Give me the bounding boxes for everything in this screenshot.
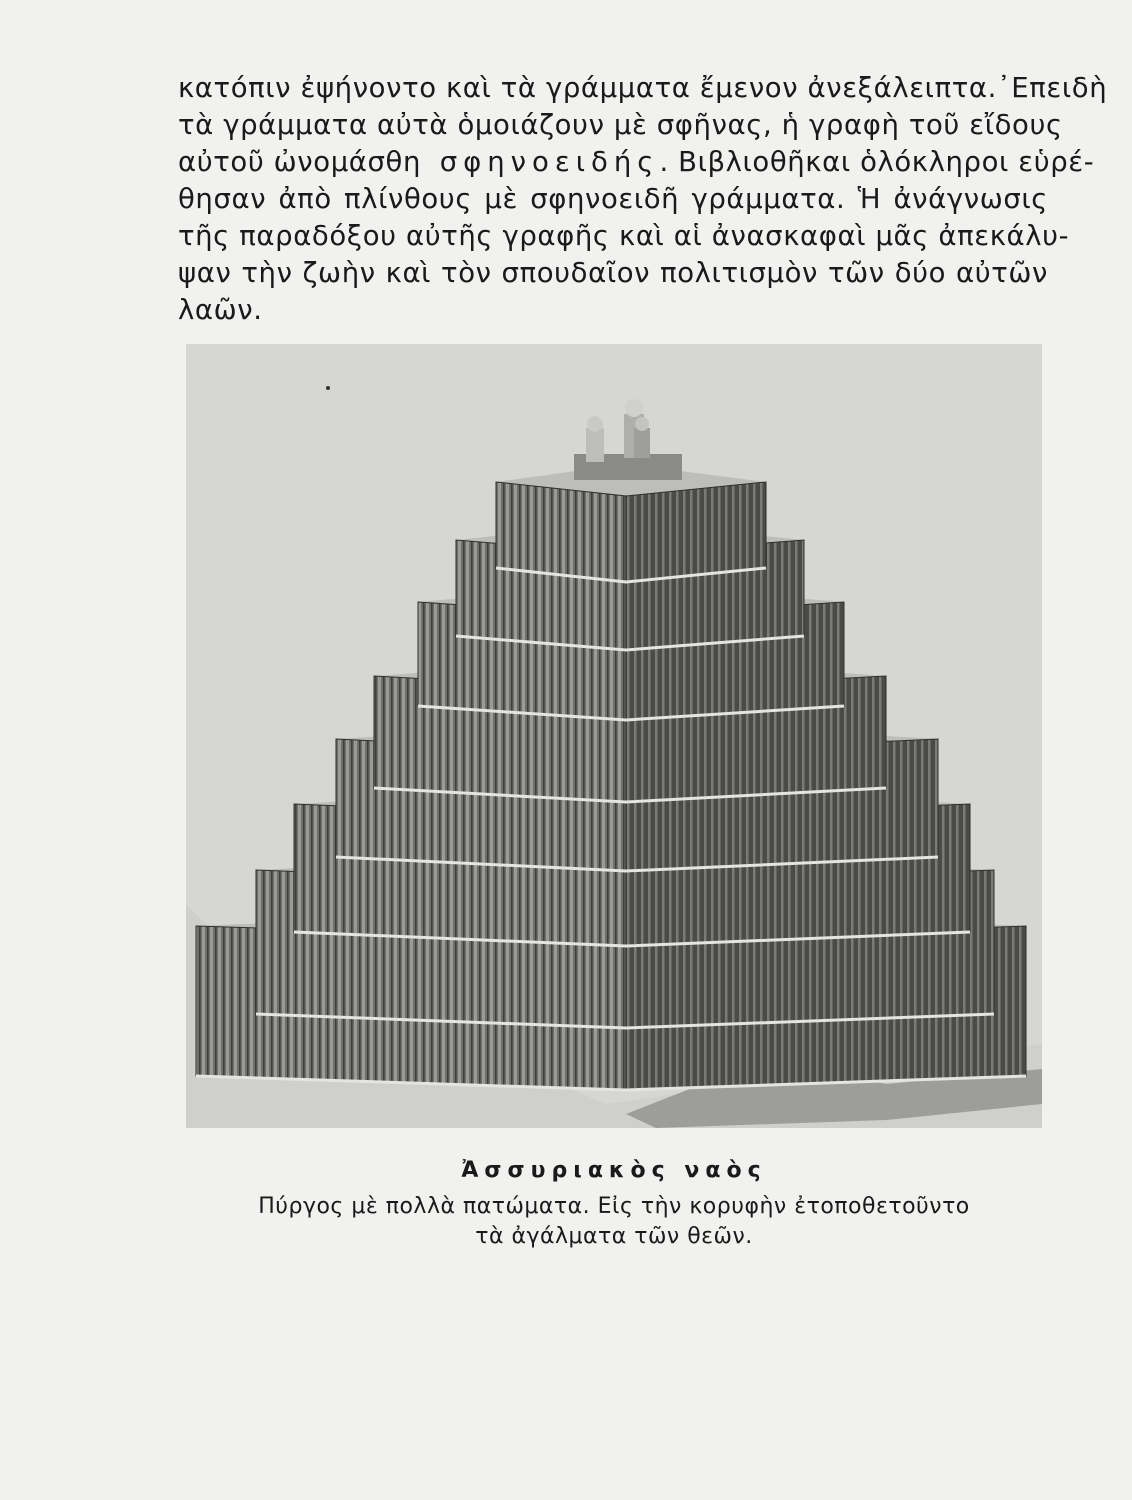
tower-tier bbox=[496, 464, 766, 582]
spaced-term: σφηνοειδής bbox=[439, 146, 660, 178]
paragraph-line: κατόπιν ἐψήνοντο καὶ τὰ γράμματα ἔμενον ἀνεξάλειπτα.᾿Επειδὴ bbox=[178, 72, 1108, 104]
paragraph-line: τῆς παραδόξου αὐτῆς γραφῆς καὶ αἱ ἀνασκαφαὶ μᾶς ἀπεκάλυ- bbox=[178, 220, 1070, 252]
body-paragraph bbox=[178, 70, 1108, 329]
caption-line: τὰ ἀγάλματα τῶν θεῶν. bbox=[475, 1224, 753, 1249]
paragraph-fragment: αὐτοῦ ὠνομάσθη bbox=[178, 146, 421, 178]
paragraph-line: ψαν τὴν ζωὴν καὶ τὸν σπουδαῖον πολιτισμὸν τῶν δύο αὐτῶν bbox=[178, 257, 1048, 289]
paragraph-line: λαῶν. bbox=[178, 294, 263, 326]
paragraph-fragment: . Βιβλιοθῆκαι ὁλόκληροι εὑρέ- bbox=[659, 146, 1095, 178]
caption-title: Ἀσσυριακὸς ναὸς bbox=[461, 1158, 767, 1183]
speck bbox=[326, 386, 330, 390]
ziggurat-photo bbox=[186, 344, 1042, 1128]
caption-line: Πύργος μὲ πολλὰ πατώματα. Εἰς τὴν κορυφὴν ἐτοποθετοῦντο bbox=[258, 1194, 970, 1219]
ziggurat-illustration bbox=[186, 344, 1042, 1128]
paragraph-line-mixed bbox=[178, 144, 1095, 181]
paragraph-line: θησαν ἀπὸ πλίνθους μὲ σφηνοειδῆ γράμματα. Ἡ ἀνάγνωσις bbox=[178, 183, 1048, 215]
paragraph-line: τὰ γράμματα αὐτὰ ὁμοιάζουν μὲ σφῆνας, ἡ γραφὴ τοῦ εἴδους bbox=[178, 109, 1063, 141]
